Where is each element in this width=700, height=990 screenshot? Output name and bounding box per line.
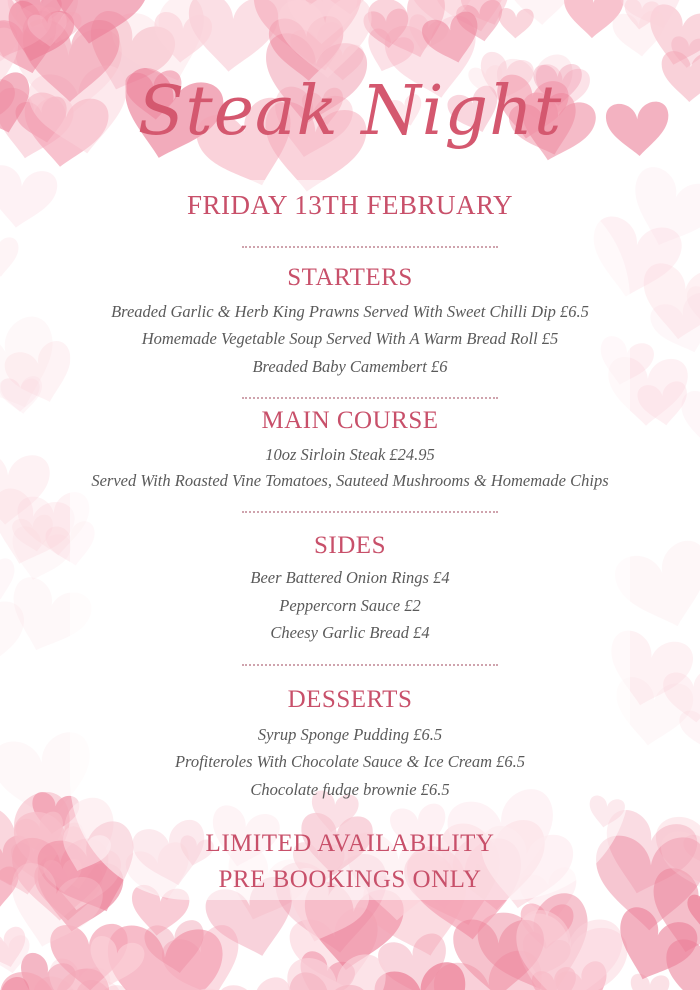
menu-item: Syrup Sponge Pudding £6.5	[257, 725, 443, 744]
event-date: FRIDAY 13TH FEBRUARY	[186, 190, 514, 220]
poster-title: Steak Night	[137, 72, 563, 151]
divider	[242, 511, 498, 513]
availability-notice: LIMITED AVAILABILITY	[205, 830, 495, 857]
menu-item: Cheesy Garlic Bread £4	[270, 623, 430, 642]
menu-item: Chocolate fudge brownie £6.5	[250, 780, 450, 799]
menu-item: Beer Battered Onion Rings £4	[250, 568, 450, 587]
divider	[242, 397, 498, 399]
booking-notice: PRE BOOKINGS ONLY	[218, 866, 482, 893]
section-heading-starters: STARTERS	[287, 264, 413, 291]
menu-item: 10oz Sirloin Steak £24.95	[265, 445, 435, 464]
menu-item: Peppercorn Sauce £2	[279, 596, 421, 615]
section-heading-sides: SIDES	[314, 532, 386, 559]
section-heading-desserts: DESSERTS	[287, 686, 413, 713]
menu-item: Homemade Vegetable Soup Served With A Warm Bread Roll £5	[141, 329, 559, 348]
menu-item: Breaded Garlic & Herb King Prawns Served With Sweet Chilli Dip £6.5	[111, 302, 589, 321]
menu-item: Profiteroles With Chocolate Sauce & Ice Cream £6.5	[174, 752, 526, 771]
menu-item-description: Served With Roasted Vine Tomatoes, Sauteed Mushrooms & Homemade Chips	[91, 471, 609, 490]
menu-item: Breaded Baby Camembert £6	[252, 357, 448, 376]
divider	[242, 246, 498, 248]
divider	[242, 664, 498, 666]
section-heading-main-course: MAIN COURSE	[261, 407, 439, 434]
